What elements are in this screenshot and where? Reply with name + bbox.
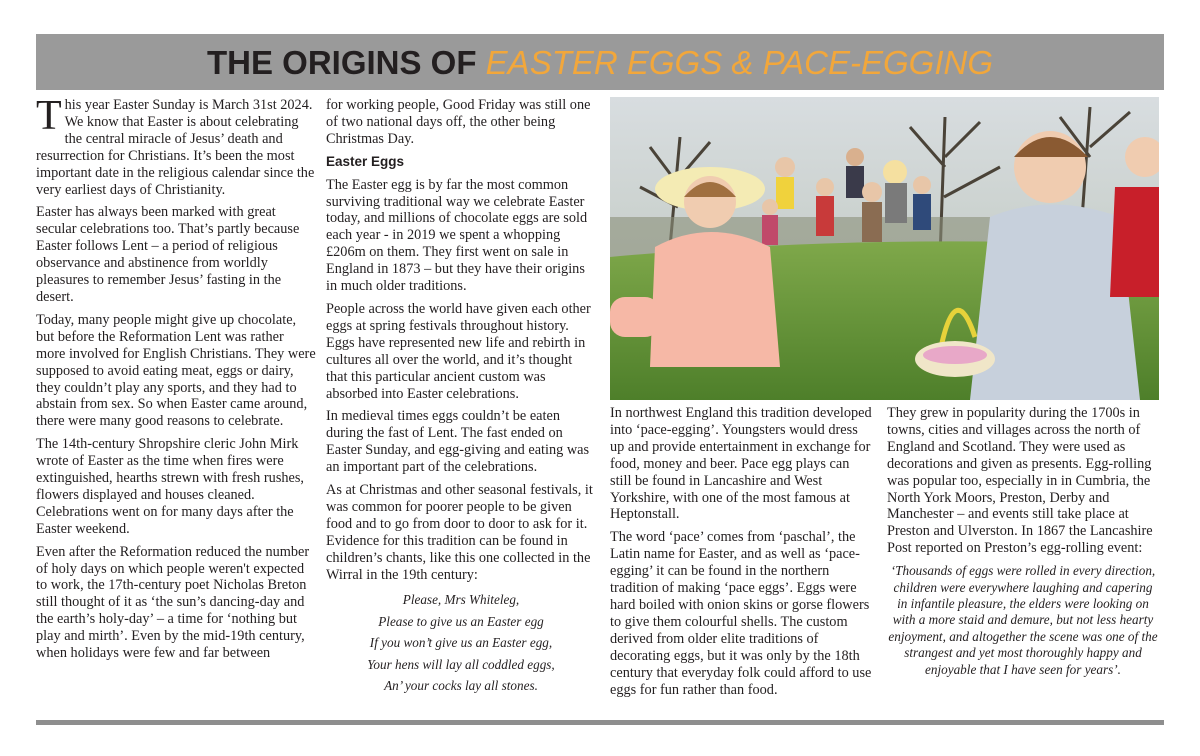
verse-line: Please, Mrs Whiteleg, (402, 592, 520, 608)
col2-paragraph-3: People across the world have given each other eggs at spring festivals throughout history. Eggs have represented new life and rebirth in cultures all over the world, and it’s thought that this particular ancient custom was absorbed into Easter celebrations. (326, 300, 591, 402)
verse-line: Please to give us an Easter egg (378, 613, 544, 629)
lancashire-post-quote: ‘Thousands of eggs were rolled in every direction, children were everywhere laughing and capering in infantile pleasure, the elders were looking on with a more staid and demure, but not less hearty enjoyment, and altogether the scene was one of the strangest and yet most thoroughly happy and enjoyable that I have seen for years’. (888, 563, 1158, 677)
col2-paragraph-5: As at Christmas and other seasonal festivals, it was common for poorer people to be given food and to go from door to door to ask for it. Evidence for this tradition can be found in children’s chants, like this one collected in the Wirral in the 19th century: (326, 482, 593, 583)
col3-paragraph-2: The word ‘pace’ comes from ‘paschal’, the Latin name for Easter, and as well as ‘pace-egging’ it can be found in the northern tradition of making ‘pace eggs’. Eggs were hard boiled with onion skins or gorse flowers to give them colourful shells. The custom derived from older elite traditions of decorating eggs, but it was only by the 18th century that everyday folk could afford to use eggs for fun rather than food. (610, 529, 872, 698)
title-part-2: EASTER EGGS & PACE-EGGING (485, 44, 993, 81)
title-part-1: THE ORIGINS OF (206, 44, 486, 81)
col4-paragraph-1: They grew in popularity during the 1700s in towns, cities and villages across the north of England and Scotland. They were used as decorations and given as presents. Egg-rolling was popular too, especially in in Cumbria, the North York Moors, Preston, Derby and Manchester – and events still take place at Preston and Ulverston. In 1867 the Lancashire Post reported on Preston’s egg-rolling event: (887, 405, 1153, 557)
col2-paragraph-2: The Easter egg is by far the most common surviving traditional way we celebrate Easter today, and millions of chocolate eggs are sold each year - in 2019 we spent a whopping £206m on them. They first went on sale in England in 1873 – but they have their origins in much older traditions. (326, 176, 588, 295)
children-egg-hunt-photo (610, 97, 1159, 400)
col1-paragraph-1-text: his year Easter Sunday is March 31st 2024. We know that Easter is about celebrating the central miracle of Jesus’ death and resurrection for Christians. It’s been the most important date in the religious calendar since the very earliest days of Christianity. (36, 97, 315, 198)
page-title (36, 34, 1164, 92)
bottom-rule (36, 720, 1164, 725)
col2-paragraph-4: In medieval times eggs couldn’t be eaten during the fast of Lent. The fast ended on Easter Sunday, and egg-giving and eating was an important part of the celebrations. (326, 408, 590, 476)
col2-paragraph-1: for working people, Good Friday was still one of two national days off, the other being Christmas Day. (326, 97, 591, 147)
photo-illustration (610, 97, 1159, 400)
verse-line: If you won’t give us an Easter egg, (369, 635, 553, 651)
drop-cap: T (36, 93, 62, 139)
col3-paragraph-1: In northwest England this tradition developed into ‘pace-egging’. Youngsters would dress up and provide entertainment in exchange for food, money and beer. Pace egg plays can still be found in Lancashire and West Yorkshire, with one of the most famous at Heptonstall. (610, 405, 872, 523)
col1-paragraph-5: Even after the Reformation reduced the number of holy days on which people weren't expected to work, the 17th-century poet Nicholas Breton still thought of it as ‘the sun’s dancing-day and the earth’s holy-day’ – a time for ‘nothing but play and mirth’. Even by the mid-19th century, when holidays were few and far between (36, 543, 310, 662)
column-1 (36, 93, 316, 668)
col1-paragraph-1 (36, 93, 316, 198)
col1-paragraph-2: Easter has always been marked with great secular celebrations too. That’s partly because Easter follows Lent – a period of religious observance and abstinence from worldly pleasures to remember Jesus’ fasting in the desert. (36, 204, 300, 305)
title-banner (36, 34, 1164, 90)
col1-paragraph-4: The 14th-century Shropshire cleric John Mirk wrote of Easter as the time when fires were extinguished, hearths strewn with fresh rushes, flowers displayed and houses cleaned. Celebrations went on for many days after the Easter weekend. (36, 436, 305, 537)
column-2 (326, 97, 596, 697)
column-3 (610, 405, 872, 704)
chant-verse (326, 589, 596, 697)
column-4 (887, 405, 1159, 678)
verse-line: An’ your cocks lay all stones. (384, 678, 538, 694)
col1-paragraph-3: Today, many people might give up chocolate, but before the Reformation Lent was rather more involved for English Christians. They were supposed to avoid eating meat, eggs or dairy, they couldn’t play any sports, and they had to abstain from sex. So when Easter came around, there were many good reasons to celebrate. (36, 311, 316, 430)
verse-line: Your hens will lay all coddled eggs, (367, 656, 555, 672)
easter-eggs-subhead: Easter Eggs (326, 153, 405, 169)
